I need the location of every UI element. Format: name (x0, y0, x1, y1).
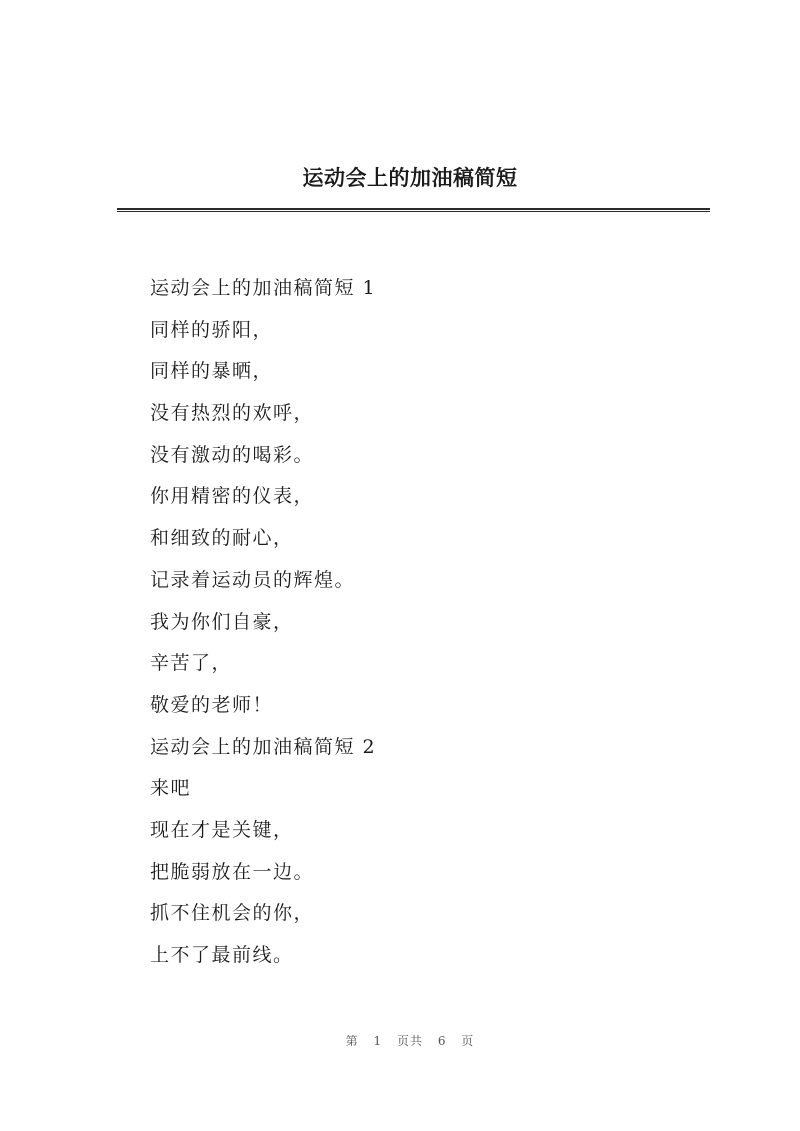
title-divider (117, 208, 710, 212)
text-line: 记录着运动员的辉煌。 (150, 568, 356, 591)
text-line: 和细致的耐心， (150, 527, 294, 550)
page-footer (0, 1032, 800, 1049)
text-line: 敬爱的老师！ (150, 693, 274, 716)
text-line: 你用精密的仪表， (150, 485, 315, 508)
page-label-prefix: 第 (345, 1034, 359, 1048)
text-line: 没有热烈的欢呼， (150, 402, 315, 425)
text-line: 同样的骄阳， (150, 318, 274, 341)
text-line: 没有激动的喝彩。 (150, 443, 315, 466)
text-line: 来吧 (150, 777, 192, 800)
text-line: 抓不住机会的你， (150, 902, 315, 925)
text-line: 把脆弱放在一边。 (150, 860, 315, 883)
text-line: 现在才是关键， (150, 818, 294, 841)
document-body (150, 273, 710, 982)
text-line: 同样的暴晒， (150, 360, 274, 383)
page-title: 运动会上的加油稿简短 (302, 166, 518, 190)
page-label-middle: 页共 (396, 1034, 423, 1048)
text-line: 辛苦了， (150, 652, 233, 675)
current-page-number: 1 (373, 1034, 383, 1048)
text-line: 上不了最前线。 (150, 944, 294, 966)
text-line: 运动会上的加油稿简短 2 (150, 735, 377, 758)
page-label-suffix: 页 (461, 1034, 475, 1048)
total-pages-number: 6 (437, 1034, 447, 1048)
text-line: 我为你们自豪， (150, 610, 294, 633)
text-line: 运动会上的加油稿简短 1 (150, 277, 377, 299)
